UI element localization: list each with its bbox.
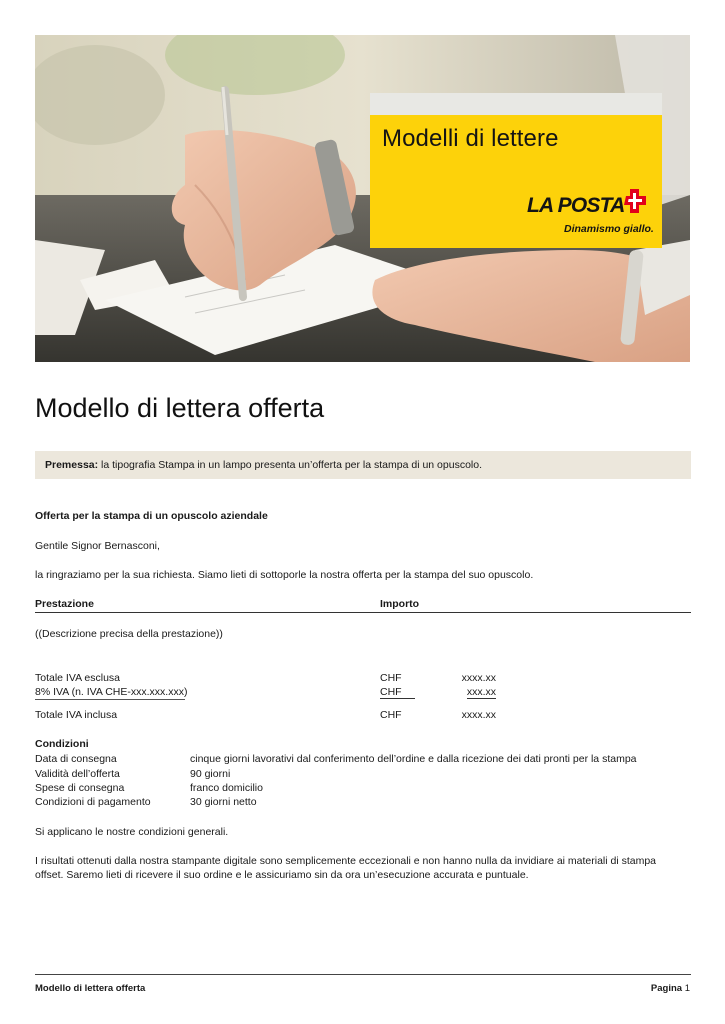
row-amount: xxxx.xx <box>461 672 496 684</box>
banner <box>370 115 662 248</box>
vat-label-underline <box>35 699 185 700</box>
premise-text: la tipografia Stampa in un lampo presenta un’offerta per la stampa di un opuscolo. <box>98 459 483 471</box>
column-header-amount: Importo <box>380 598 420 610</box>
page-indicator <box>651 983 690 994</box>
salutation: Gentile Signor Bernasconi, <box>35 540 160 552</box>
row-currency: CHF <box>380 686 415 699</box>
table-header-rule <box>35 612 691 613</box>
row-currency: CHF <box>380 672 402 684</box>
condition-label: Condizioni di pagamento <box>35 796 151 808</box>
condition-value: 30 giorni netto <box>190 796 257 808</box>
condition-label: Data di consegna <box>35 753 117 765</box>
banner-title: Modelli di lettere <box>382 125 559 152</box>
row-amount: xxxx.xx <box>461 709 496 721</box>
la-posta-logo-text: LA POSTA <box>527 194 625 217</box>
row-currency: CHF <box>380 709 402 721</box>
premise-label: Premessa: <box>45 459 99 471</box>
column-header-service: Prestazione <box>35 598 94 610</box>
condition-label: Validità dell’offerta <box>35 768 120 780</box>
row-label: 8% IVA (n. IVA CHE-xxx.xxx.xxx) <box>35 686 188 698</box>
swiss-cross-icon <box>623 188 647 214</box>
condition-value: franco domicilio <box>190 782 263 794</box>
document-title: Modello di lettera offerta <box>35 393 325 423</box>
footer-rule <box>35 974 691 975</box>
footer-title: Modello di lettera offerta <box>35 983 146 994</box>
page-label: Pagina <box>650 983 683 994</box>
intro-paragraph: la ringraziamo per la sua richiesta. Siamo lieti di sottoporle la nostra offerta per la stampa del suo opuscolo. <box>35 569 534 581</box>
page-number: 1 <box>684 983 690 994</box>
vat-amount: xxx.xx <box>466 686 496 698</box>
closing-paragraph-line: offset. Saremo lieti di ricevere il suo ordine e le assicuriamo sin da ora un’esecuzione accurata e puntuale. <box>35 869 529 881</box>
general-terms-note: Si applicano le nostre condizioni generali. <box>35 826 229 838</box>
slogan: Dinamismo giallo. <box>564 223 654 235</box>
letter-subject: Offerta per la stampa di un opuscolo aziendale <box>35 510 268 522</box>
condition-value: cinque giorni lavorativi dal conferimento dell’ordine e dalla ricezione dei dati pronti per la stampa <box>190 753 637 765</box>
closing-paragraph-line: I risultati ottenuti dalla nostra stampante digitale sono semplicemente eccezionali e non hanno nulla da invidiare ai materiali di stampa <box>35 855 657 867</box>
row-amount <box>420 686 496 698</box>
banner-top-strip <box>370 93 662 115</box>
service-description: ((Descrizione precisa della prestazione)) <box>35 628 223 640</box>
premise-box <box>35 451 691 479</box>
row-label: Totale IVA inclusa <box>35 709 118 721</box>
condition-value: 90 giorni <box>190 768 231 780</box>
conditions-heading: Condizioni <box>35 738 89 750</box>
row-label: Totale IVA esclusa <box>35 672 121 684</box>
condition-label: Spese di consegna <box>35 782 125 794</box>
